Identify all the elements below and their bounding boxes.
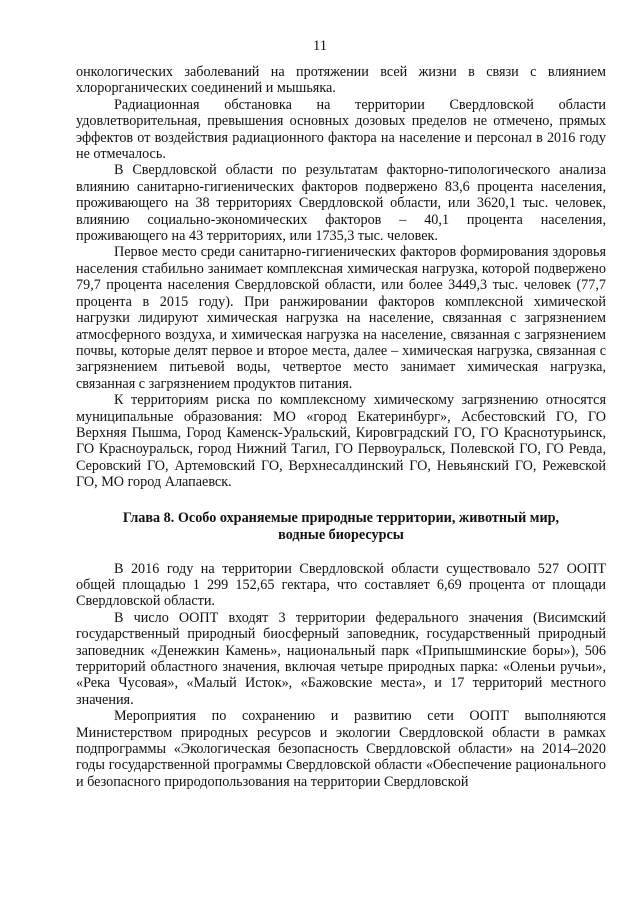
paragraph-continued: онкологических заболеваний на протяжении всей жизни в связи с влиянием хлорорганических соединений и мышьяка.	[76, 64, 606, 97]
document-body	[76, 64, 606, 790]
page-number: 11	[313, 38, 327, 54]
paragraph-radiation: Радиационная обстановка на территории Свердловской области удовлетворительная, превышения основных дозовых пределов не отмечено, прямых эффектов от воздействия радиационного фактора на население и персонал в 2016 году не отмечалось.	[76, 96, 606, 163]
paragraph-oopt-composition: В число ООПТ входят 3 территории федерального значения (Висимский государственный природный биосферный заповедник, государственный природный заповедник «Денежкин Камень», национальный парк «Припышминские боры»), 506 территорий областного значения, включая четыре природных парка: «Оленьи ручьи», «Река Чусовая», «Малый Исток», «Бажовские места», и 17 территорий местного значения.	[76, 609, 606, 708]
chapter-heading-line-2: водные биоресурсы	[278, 526, 404, 543]
paragraph-oopt-measures: Мероприятия по сохранению и развитию сети ООПТ выполняются Министерством природных ресурсов и экологии Свердловской области в рамках подпрограммы «Экологическая безопасность Свердловской области» на 2014–2020 годы государственной программы Свердловской области «Обеспечение рационального и безопасного природопользования на территории Свердловской	[76, 708, 606, 790]
chapter-heading-line-1: Глава 8. Особо охраняемые природные территории, животный мир,	[122, 509, 560, 526]
paragraph-oopt-count: В 2016 году на территории Свердловской области существовало 527 ООПТ общей площадью 1 299 152,65 гектара, что составляет 6,69 процента от площади Свердловской области.	[76, 560, 606, 610]
paragraph-risk-territories: К территориям риска по комплексному химическому загрязнению относятся муниципальные образования: МО «город Екатеринбург», Асбестовский ГО, ГО Верхняя Пышма, Город Каменск-Уральский, Кировградский ГО, ГО Краснотурьинск, ГО Красноуральск, город Нижний Тагил, ГО Первоуральск, Полевской ГО, ГО Ревда, Серовский ГО, Артемовский ГО, Верхнесалдинский ГО, Невьянский ГО, Режевской ГО, МО город Алапаевск.	[76, 392, 606, 491]
chapter-heading	[76, 510, 606, 544]
paragraph-chemical-load: Первое место среди санитарно-гигиенических факторов формирования здоровья населения стабильно занимает комплексная химическая нагрузка, которой подвержено 79,7 процента населения Свердловской области, или более 3449,3 тыс. человек (77,7 процента в 2015 году). При ранжировании факторов комплексной химической нагрузки лидируют химическая нагрузка на население, связанная с загрязнением атмосферного воздуха, и химическая нагрузка на население, связанная с загрязнением почвы, которые делят первое и второе места, далее – химическая нагрузка, связанная с загрязнением питьевой воды, четвертое место занимает химическая нагрузка, связанная с загрязнением продуктов питания.	[76, 244, 606, 392]
paragraph-factor-analysis: В Свердловской области по результатам факторно-типологического анализа влиянию санитарно-гигиенических факторов подвержено 83,6 процента населения, проживающего на 38 территориях Свердловской области, или 3620,1 тыс. человек, влиянию социально-экономических факторов – 40,1 процента населения, проживающего на 43 территориях, или 1735,3 тыс. человек.	[76, 162, 606, 245]
